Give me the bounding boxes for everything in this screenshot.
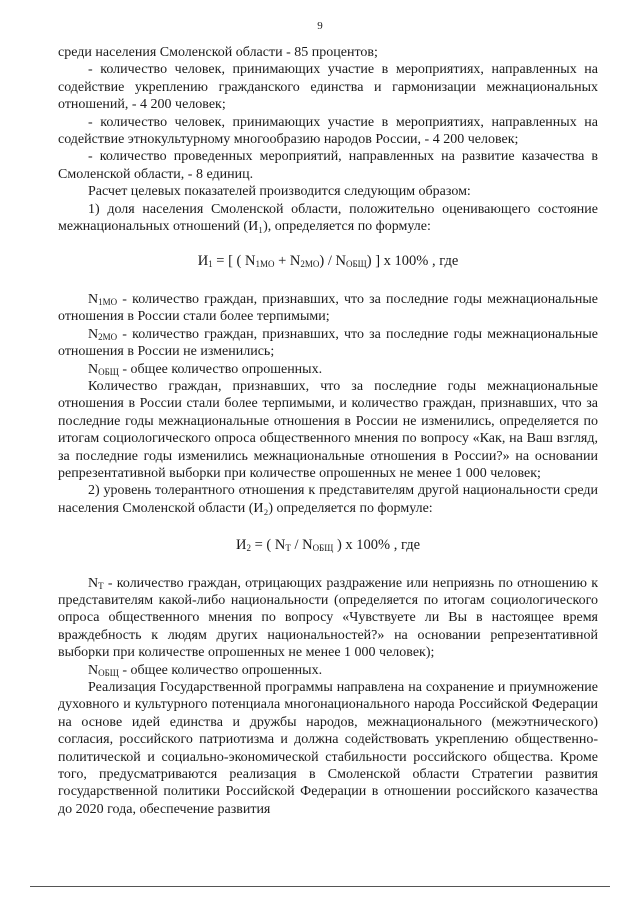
definition-nobshch-2: $N_{ОБЩ}$ - общее количество опрошенных.: [88, 662, 323, 678]
definition-nt: $N_Т$ - количество граждан, отрицающих раздражение или неприязнь по отношению к представителям какой-либо национальности (определяется по итогам социологического опроса общественного мнения по вопросу «Чувствуете ли Вы в настоящее время враждебность к людям других национальностей?» на основании репрезентативной выборки при количестве опрошенных не менее 1 000 человек);: [58, 575, 598, 661]
bullet-cossack-events: - количество проведенных мероприятий, направленных на развитие казачества в Смоленской области, - 8 единиц.: [58, 149, 598, 182]
page-number: 9: [317, 20, 323, 32]
line-population-share: среди населения Смоленской области - 85 процентов;: [58, 45, 378, 60]
formula-2: $И_2$ = ( $N_Т / N_{ОБЩ}$ ) х 100% , где: [235, 537, 421, 554]
survey-paragraph: Количество граждан, признавших, что за последние годы межнациональные отношения в России стали более терпимыми, и количество граждан, признавших, что за последние годы межнациональные отношения в России не изменились, определяется по итогам социологического опроса общественного мнения по вопросу «Как, на Ваш взгляд, за последние годы изменились межнациональные отношения в России?» на основании репрезентативной выборки при количестве опрошенных не менее 1 000 человек;: [58, 378, 598, 481]
indicator-2-intro: 2) уровень толерантного отношения к представителям другой национальности среди населения Смоленской области (И₂) определяется по формуле:: [58, 483, 598, 516]
bullet-unity-events: - количество человек, принимающих участие в мероприятиях, направленных на содействие укреплению гражданского единства и гармонизации межнациональных отношений, - 4 200 человек;: [58, 62, 598, 113]
bottom-rule: [30, 886, 610, 887]
body-text: [58, 44, 598, 818]
bullet-ethnocultural-events: - количество человек, принимающих участие в мероприятиях, направленных на содействие этнокультурному многообразию народов России, - 4 200 человек;: [58, 114, 598, 148]
definition-n1mo: $N_{1МО}$ - количество граждан, признавших, что за последние годы межнациональные отношения в России стали более терпимыми;: [58, 291, 598, 325]
formula-1: $И_1$ = [ ( $N_{1МО} + N_{2МО}) / N_{ОБЩ}$) ] х 100% , где: [197, 253, 459, 270]
indicator-1-intro: 1) доля населения Смоленской области, положительно оценивающего состояние межнациональных отношений (И₁), определяется по формуле:: [58, 201, 598, 235]
definition-nobshch: $N_{ОБЩ}$ - общее количество опрошенных.: [88, 361, 323, 377]
program-paragraph: Реализация Государственной программы направлена на сохранение и приумножение духовного и культурного потенциала многонационального народа Российской Федерации на основе идей единства и дружбы народов, межнационального (межэтнического) согласия, российского патриотизма и должна содействовать укреплению общественно-политической и социально-экономической стабильности российского общества. Кроме того, предусматриваются реализация в Смоленской области Стратегии развития государственной политики Российской Федерации в отношении российского казачества до 2020 года, обеспечение развития: [58, 680, 598, 817]
calc-intro: Расчет целевых показателей производится следующим образом:: [88, 184, 471, 200]
definition-n2mo: $N_{2МО}$ - количество граждан, признавших, что за последние годы межнациональные отношения в России не изменились;: [58, 326, 598, 360]
